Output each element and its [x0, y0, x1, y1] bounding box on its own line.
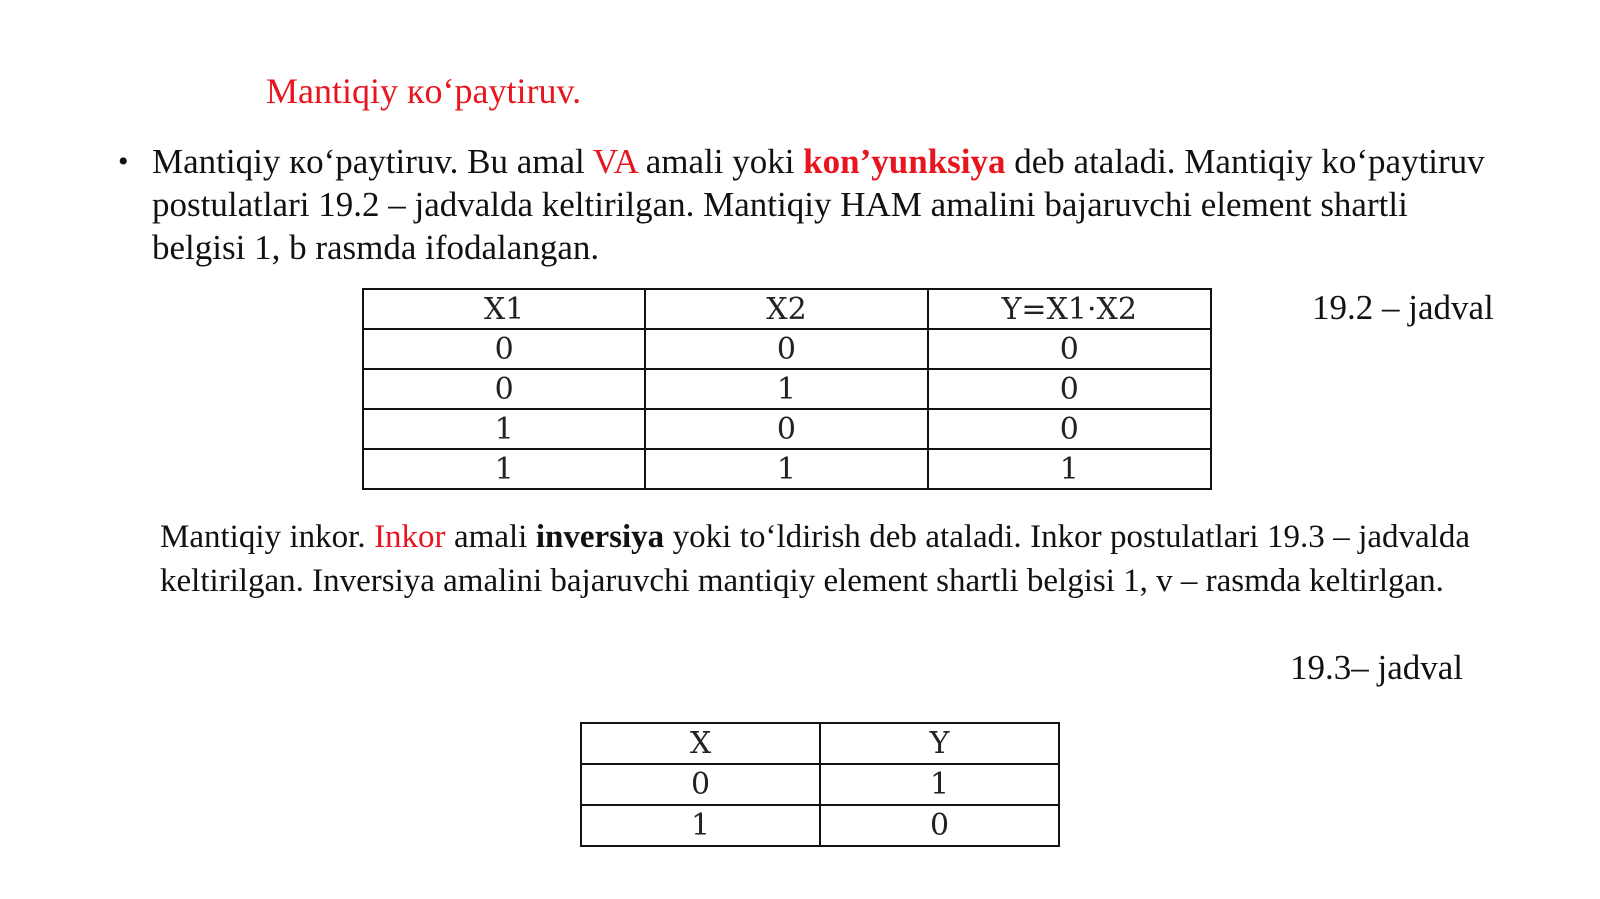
table-caption-19-2: 19.2 – jadval	[1312, 288, 1494, 327]
table-header-cell: X	[581, 723, 820, 764]
table-cell: 0	[363, 329, 645, 369]
slide-title: Mantiqiy кo‘paytiruv.	[266, 71, 582, 111]
table-row	[363, 449, 1211, 489]
table-cell: 1	[363, 449, 645, 489]
bullet-paragraph	[118, 140, 1498, 269]
bullet-text-part2: amali yoki	[636, 142, 804, 181]
bullet-highlight-konyunksiya: kon’yunksiya	[803, 142, 1006, 181]
table-header-cell: Y=X1·X2	[928, 289, 1211, 329]
para-text-part2: amali	[445, 519, 536, 555]
table-row	[363, 409, 1211, 449]
table-cell: 1	[645, 369, 927, 409]
table-cell: 0	[645, 329, 927, 369]
para-bold-inversiya: inversiya	[535, 519, 665, 555]
table-cell: 0	[645, 409, 927, 449]
table-row	[581, 805, 1059, 846]
bullet-text-part3: deb ataladi. Mantiqiy ko‘paytiruv postulatlari 19.2 – jadvalda keltirilgan. Mantiqiy HAM amalini bajaruvchi element shartli belgisi 1, b rasmda ifodalangan.	[152, 142, 1485, 267]
table-row	[363, 369, 1211, 409]
inversion-paragraph	[160, 515, 1470, 603]
table-caption-19-3: 19.3– jadval	[1290, 648, 1464, 687]
table-cell: 0	[581, 764, 820, 805]
para-text-part3: yoki to‘ldirish deb ataladi. Inkor postulatlari 19.3 – jadvalda keltirilgan. Inversiya amalini bajaruvchi mantiqiy element shartli belgisi 1, v – rasmda keltirlgan.	[160, 519, 1470, 599]
table-header-cell: Y	[820, 723, 1059, 764]
table-cell: 0	[928, 409, 1211, 449]
truth-table-19-3	[580, 722, 1060, 847]
truth-table-19-2	[362, 288, 1212, 490]
para-highlight-inkor: Inkor	[374, 519, 446, 555]
bullet-text-part1: Mantiqiy кo‘paytiruv. Bu amal	[152, 142, 593, 181]
table-cell: 0	[820, 805, 1059, 846]
table-header-cell: X2	[645, 289, 927, 329]
table-cell: 1	[645, 449, 927, 489]
table-cell: 1	[928, 449, 1211, 489]
table-header-cell: X1	[363, 289, 645, 329]
bullet-highlight-va: VA	[592, 142, 637, 181]
table-header-row	[363, 289, 1211, 329]
table-cell: 1	[820, 764, 1059, 805]
table-cell: 1	[363, 409, 645, 449]
table-row	[581, 764, 1059, 805]
table-header-row	[581, 723, 1059, 764]
table-cell: 0	[363, 369, 645, 409]
table-cell: 0	[928, 329, 1211, 369]
bullet-text	[152, 140, 1498, 269]
table-cell: 0	[928, 369, 1211, 409]
table-cell: 1	[581, 805, 820, 846]
para-text-part1: Mantiqiy inkor.	[160, 519, 375, 555]
table-row	[363, 329, 1211, 369]
bullet-dot-icon: •	[118, 145, 129, 178]
